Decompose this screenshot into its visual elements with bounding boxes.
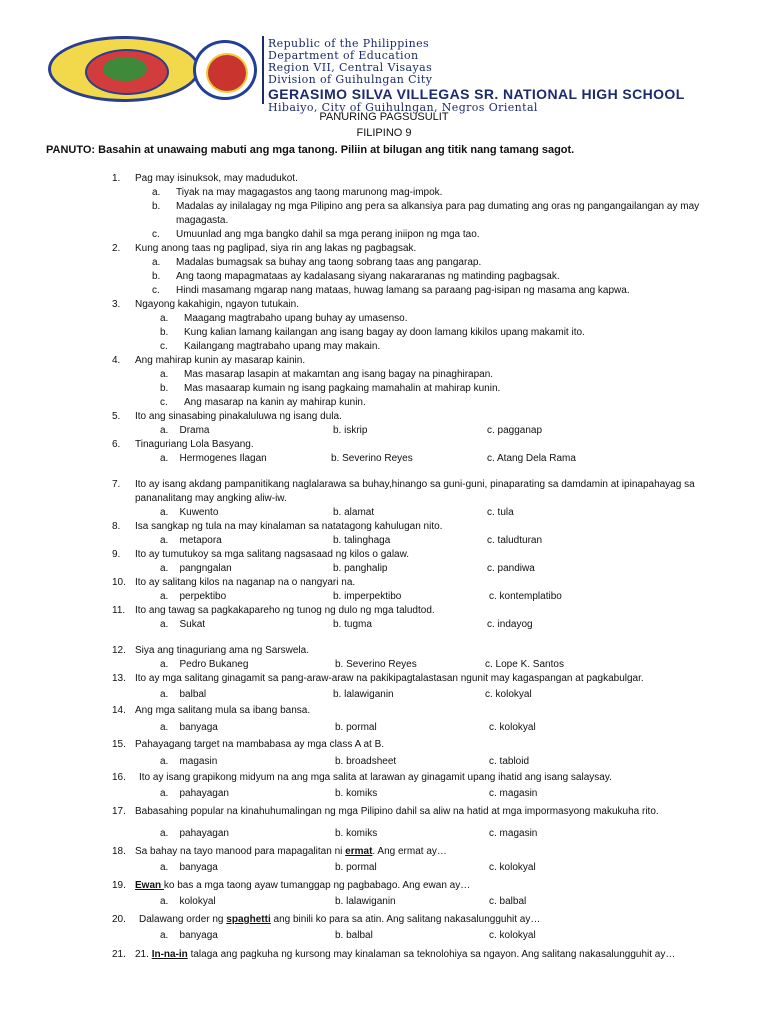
question-item bbox=[0, 478, 735, 506]
option-b[interactable]: b. lalawiganin bbox=[333, 689, 394, 700]
option-b[interactable] bbox=[0, 326, 744, 340]
question-text: Ngayong kakahigin, ngayon tutukain. bbox=[135, 299, 300, 310]
question-text: Dalawang order ng bbox=[139, 914, 227, 925]
option-text: Ang masarap na kanin ay mahirap kunin. bbox=[184, 397, 366, 408]
question-item bbox=[0, 172, 735, 186]
option-a[interactable] bbox=[0, 256, 736, 270]
question-item bbox=[0, 576, 735, 590]
option-letter: a. bbox=[160, 828, 169, 839]
option-letter: a. bbox=[160, 722, 169, 733]
question-number: 6. bbox=[112, 439, 121, 450]
option-c[interactable]: c. magasin bbox=[489, 788, 538, 799]
question-item bbox=[0, 738, 735, 752]
option-b[interactable]: b. lalawiganin bbox=[335, 896, 396, 907]
question-number: 7. bbox=[112, 479, 121, 490]
question-text: Pahayagang target na mambabasa ay mga class A at B. bbox=[135, 739, 385, 750]
option-b[interactable]: b. iskrip bbox=[333, 425, 368, 436]
options-row bbox=[0, 861, 768, 875]
option-c[interactable]: c. pandiwa bbox=[487, 563, 535, 574]
question-number: 10. bbox=[112, 577, 126, 588]
option-c[interactable]: c. tabloid bbox=[489, 756, 530, 767]
question-text: Sa bahay na tayo manood para mapagalitan ni bbox=[135, 846, 346, 857]
option-b[interactable]: b. imperpektibo bbox=[333, 591, 402, 602]
option-c[interactable]: c. kolokyal bbox=[489, 722, 536, 733]
option-letter: a. bbox=[160, 659, 169, 670]
question-number: 8. bbox=[112, 521, 121, 532]
question-item bbox=[0, 438, 735, 452]
option-text: Hindi masamang mgarap nang mataas, huwag lamang sa paraang pag-isipan ng masama ang kapwa. bbox=[176, 285, 630, 296]
option-letter: a. bbox=[160, 930, 169, 941]
option-letter: a. bbox=[160, 591, 169, 602]
option-c[interactable] bbox=[0, 340, 744, 354]
question-text-end: . Ang ermat ay… bbox=[372, 846, 447, 857]
option-a[interactable] bbox=[160, 787, 229, 801]
underlined-word: ermat bbox=[345, 846, 373, 857]
question-number: 5. bbox=[112, 411, 121, 422]
question-item bbox=[0, 410, 735, 424]
options-row bbox=[0, 827, 768, 841]
option-letter: c. bbox=[152, 285, 160, 296]
question-text-end: ang binili ko para sa atin. Ang salitang nakasalungguhit ay… bbox=[270, 914, 541, 925]
option-letter: b. bbox=[152, 201, 161, 212]
option-text: perpektibo bbox=[179, 591, 227, 602]
options-row bbox=[0, 688, 768, 702]
option-c[interactable] bbox=[0, 396, 744, 410]
option-c[interactable]: c. Atang Dela Rama bbox=[487, 453, 576, 464]
question-text: Ito ang sinasabing pinakaluluwa ng isang dula. bbox=[135, 411, 342, 422]
option-text: Kung kalian lamang kailangan ang isang bagay ay doon lamang kikilos upang makamit ito. bbox=[184, 327, 585, 338]
question-text: Tinaguriang Lola Basyang. bbox=[135, 439, 254, 450]
option-text: Pedro Bukaneg bbox=[179, 659, 249, 670]
option-a[interactable] bbox=[160, 755, 217, 769]
option-a[interactable] bbox=[160, 506, 218, 520]
option-text: pahayagan bbox=[179, 828, 229, 839]
deped-seal-logo bbox=[193, 40, 257, 100]
options-row bbox=[0, 721, 768, 735]
option-letter: a. bbox=[160, 453, 169, 464]
option-b[interactable]: b. panghalip bbox=[333, 563, 388, 574]
question-number: 14. bbox=[112, 705, 126, 716]
question-number: 16. bbox=[112, 772, 126, 783]
option-letter: b. bbox=[160, 383, 169, 394]
header-line-3: Region VII, Central Visayas bbox=[268, 61, 433, 74]
header-line-2: Department of Education bbox=[268, 49, 419, 62]
header-text bbox=[268, 38, 738, 114]
option-text: Tiyak na may magagastos ang taong marunong mag-impok. bbox=[176, 187, 443, 198]
option-letter: a. bbox=[160, 425, 169, 436]
options-row bbox=[0, 534, 768, 548]
option-text: Maagang magtrabaho upang buhay ay umasenso. bbox=[184, 313, 408, 324]
option-b[interactable]: b. komiks bbox=[335, 828, 378, 839]
option-b[interactable]: b. pormal bbox=[335, 862, 377, 873]
question-text: 21. bbox=[135, 949, 152, 960]
question-text: Pag may isinuksok, may madudukot. bbox=[135, 173, 298, 184]
option-c[interactable]: c. pagganap bbox=[487, 425, 543, 436]
option-b[interactable]: b. broadsheet bbox=[335, 756, 397, 767]
option-letter: a. bbox=[160, 619, 169, 630]
option-letter: a. bbox=[160, 507, 169, 518]
question-text: Ang mahirap kunin ay masarap kainin. bbox=[135, 355, 306, 366]
option-a[interactable] bbox=[160, 658, 248, 672]
question-text: Ito ang tawag sa pagkakapareho ng tunog ng dulo ng mga taludtod. bbox=[135, 605, 435, 616]
question-item bbox=[0, 771, 759, 785]
underlined-word: spaghetti bbox=[226, 914, 271, 925]
option-b[interactable]: b. tugma bbox=[333, 619, 372, 630]
option-text: pangngalan bbox=[179, 563, 232, 574]
option-text: Kuwento bbox=[179, 507, 219, 518]
option-text: balbal bbox=[179, 689, 207, 700]
option-text: pahayagan bbox=[179, 788, 229, 799]
question-item bbox=[0, 604, 735, 618]
option-a[interactable] bbox=[160, 861, 218, 875]
options-row bbox=[0, 424, 768, 438]
question-number: 20. bbox=[112, 914, 126, 925]
page-subtitle: FILIPINO 9 bbox=[356, 127, 412, 139]
school-name: GERASIMO SILVA VILLEGAS SR. NATIONAL HIGH SCHOOL bbox=[268, 86, 685, 102]
question-item bbox=[0, 913, 739, 927]
question-text: Ito ay mga salitang ginagamit sa pang-araw-araw na pakikipagtalastasan ngunit may kagaspangan at pagkabulgar. bbox=[135, 673, 644, 684]
question-number: 2. bbox=[112, 243, 121, 254]
option-text: metapora bbox=[179, 535, 222, 546]
question-item bbox=[0, 548, 735, 562]
underlined-word: In-na-in bbox=[151, 949, 188, 960]
option-c[interactable] bbox=[0, 228, 736, 242]
question-number: 11. bbox=[112, 605, 126, 616]
option-text: banyaga bbox=[179, 722, 218, 733]
option-a[interactable] bbox=[160, 590, 226, 604]
question-number: 9. bbox=[112, 549, 121, 560]
question-item bbox=[0, 704, 735, 718]
question-number: 13. bbox=[112, 673, 126, 684]
options-row bbox=[0, 590, 768, 604]
question-item bbox=[0, 354, 735, 368]
option-a[interactable] bbox=[160, 618, 205, 632]
options-row bbox=[0, 755, 768, 769]
question-number: 4. bbox=[112, 355, 121, 366]
question-text-end: ko bas a mga taong ayaw tumanggap ng pagbabago. Ang ewan ay… bbox=[163, 880, 471, 891]
question-text: Ang mga salitang mula sa ibang bansa. bbox=[135, 705, 311, 716]
option-a[interactable] bbox=[0, 312, 744, 326]
question-number: 1. bbox=[112, 173, 121, 184]
question-item bbox=[0, 520, 735, 534]
options-row bbox=[0, 929, 768, 943]
option-c[interactable]: c. magasin bbox=[489, 828, 538, 839]
question-text-end: talaga ang pagkuha ng kursong may kinalaman sa teknolohiya sa ngayon. Ang salitang nakasalungguhit ay… bbox=[187, 949, 676, 960]
option-b[interactable] bbox=[0, 270, 736, 284]
question-number: 17. bbox=[112, 806, 126, 817]
question-text: Ito ay tumutukoy sa mga salitang nagsasaad ng kilos o galaw. bbox=[135, 549, 410, 560]
option-c[interactable]: c. balbal bbox=[489, 896, 527, 907]
option-a[interactable] bbox=[160, 929, 218, 943]
question-text: Babasahing popular na kinahuhumalingan ng mga Pilipino dahil sa aliw na hatid at mga impormasyong makukuha rito. bbox=[135, 806, 659, 817]
question-number: 21. bbox=[112, 949, 126, 960]
option-a[interactable] bbox=[160, 827, 229, 841]
question-item bbox=[0, 672, 755, 686]
option-b[interactable]: b. Severino Reyes bbox=[335, 659, 417, 670]
option-letter: a. bbox=[160, 896, 169, 907]
underlined-word: Ewan bbox=[135, 880, 164, 891]
options-row bbox=[0, 562, 768, 576]
option-text: magasin bbox=[179, 756, 218, 767]
option-text: Madalas bumagsak sa buhay ang taong sobrang taas ang pangarap. bbox=[176, 257, 482, 268]
school-header bbox=[48, 30, 728, 114]
option-letter: c. bbox=[152, 229, 160, 240]
option-c[interactable]: c. tula bbox=[487, 507, 514, 518]
question-number: 12. bbox=[112, 645, 126, 656]
question-text: Ito ay isang grapikong midyum na ang mga salita at larawan ay ginagamit upang ihatid ang isang salaysay. bbox=[139, 772, 612, 783]
option-text: Sukat bbox=[179, 619, 206, 630]
question-number: 15. bbox=[112, 739, 126, 750]
option-letter: a. bbox=[160, 788, 169, 799]
option-letter: a. bbox=[160, 689, 169, 700]
question-item bbox=[0, 947, 755, 963]
option-text: banyaga bbox=[179, 930, 218, 941]
option-text: Kailangang magtrabaho upang may makain. bbox=[184, 341, 381, 352]
option-a[interactable] bbox=[160, 895, 216, 909]
school-seal-logo bbox=[48, 36, 200, 102]
question-item bbox=[0, 803, 725, 821]
question-text: Siya ang tinaguriang ama ng Sarswela. bbox=[135, 645, 309, 656]
option-text: banyaga bbox=[179, 862, 218, 873]
question-text: Ito ay salitang kilos na naganap na o nangyari na. bbox=[135, 577, 356, 588]
instructions: PANUTO: Basahin at unawaing mabuti ang mga tanong. Piliin at bilugan ang titik nang tamang sagot. bbox=[46, 144, 575, 156]
option-a[interactable] bbox=[160, 721, 218, 735]
options-row bbox=[0, 658, 768, 672]
option-c[interactable]: c. kolokyal bbox=[489, 862, 536, 873]
question-number: 3. bbox=[112, 299, 121, 310]
options-row bbox=[0, 895, 768, 909]
option-text: Ang taong mapagmataas ay kadalasang siyang nakararanas ng matinding pagbagsak. bbox=[176, 271, 560, 282]
question-item bbox=[0, 298, 735, 312]
school-address: Hibaiyo, City of Guihulngan, Negros Oriental bbox=[268, 101, 538, 114]
question-number: 18. bbox=[112, 846, 126, 857]
option-a[interactable] bbox=[160, 534, 222, 548]
option-text: Umuunlad ang mga bangko dahil sa mga perang iniipon ng mga tao. bbox=[176, 229, 480, 240]
option-b[interactable]: b. talinghaga bbox=[333, 535, 391, 546]
question-item bbox=[0, 242, 735, 256]
page-title: PANURING PAGSUSULIT bbox=[319, 111, 449, 123]
option-c[interactable]: c. kolokyal bbox=[489, 930, 536, 941]
option-text: Madalas ay inilalagay ng mga Pilipino ang pera sa alkansiya para pag dumating ang oras ng pangangailangan ay may magagasta. bbox=[176, 201, 700, 226]
option-text: Drama bbox=[179, 425, 210, 436]
option-b[interactable] bbox=[0, 200, 736, 228]
header-line-4: Division of Guihulngan City bbox=[268, 73, 433, 86]
option-text: kolokyal bbox=[179, 896, 216, 907]
question-item bbox=[0, 644, 735, 658]
option-a[interactable] bbox=[160, 452, 267, 466]
option-a[interactable] bbox=[160, 562, 232, 576]
option-text: Hermogenes Ilagan bbox=[179, 453, 267, 464]
question-text: Isa sangkap ng tula na may kinalaman sa natatagong kahulugan nito. bbox=[135, 521, 443, 532]
option-letter: a. bbox=[160, 313, 169, 324]
option-letter: a. bbox=[160, 369, 169, 380]
question-text: Ito ay isang akdang pampanitikang naglalarawa sa buhay,hinango sa guni-guni, pinaparating sa damdamin at ipinapahayag sa pananalitang may angking aliw-iw. bbox=[135, 479, 695, 504]
question-number: 19. bbox=[112, 880, 126, 891]
header-line-1: Republic of the Philippines bbox=[268, 37, 430, 50]
option-letter: a. bbox=[160, 862, 169, 873]
question-item bbox=[0, 879, 735, 893]
option-letter: a. bbox=[152, 257, 161, 268]
option-c[interactable]: c. kontemplatibo bbox=[489, 591, 562, 602]
options-row bbox=[0, 452, 768, 466]
option-letter: a. bbox=[160, 535, 169, 546]
option-letter: b. bbox=[152, 271, 161, 282]
option-b[interactable]: b. komiks bbox=[335, 788, 378, 799]
option-b[interactable]: b. pormal bbox=[335, 722, 377, 733]
option-b[interactable]: b. alamat bbox=[333, 507, 375, 518]
option-c[interactable] bbox=[0, 284, 736, 298]
option-b[interactable] bbox=[0, 382, 744, 396]
option-letter: c. bbox=[160, 341, 168, 352]
option-a[interactable] bbox=[160, 688, 206, 702]
option-c[interactable]: c. Lope K. Santos bbox=[485, 659, 564, 670]
option-letter: a. bbox=[152, 187, 161, 198]
option-c[interactable]: c. taludturan bbox=[487, 535, 543, 546]
option-letter: b. bbox=[160, 327, 169, 338]
option-a[interactable] bbox=[0, 368, 744, 382]
option-b[interactable]: b. balbal bbox=[335, 930, 373, 941]
option-c[interactable]: c. kolokyal bbox=[485, 689, 532, 700]
option-letter: c. bbox=[160, 397, 168, 408]
option-b[interactable]: b. Severino Reyes bbox=[331, 453, 413, 464]
options-row bbox=[0, 618, 768, 632]
option-c[interactable]: c. indayog bbox=[487, 619, 533, 630]
question-item bbox=[0, 845, 735, 859]
option-text: Mas masarap lasapin at makamtan ang isang bagay na pinaghirapan. bbox=[184, 369, 494, 380]
options-row bbox=[0, 787, 768, 801]
option-a[interactable] bbox=[160, 424, 209, 438]
header-divider bbox=[262, 36, 264, 104]
option-text: Mas masaarap kumain ng isang pagkaing mamahalin at mahirap kunin. bbox=[184, 383, 501, 394]
option-letter: a. bbox=[160, 563, 169, 574]
option-a[interactable] bbox=[0, 186, 736, 200]
question-text: Kung anong taas ng paglipad, siya rin ang lakas ng pagbagsak. bbox=[135, 243, 417, 254]
option-letter: a. bbox=[160, 756, 169, 767]
options-row bbox=[0, 506, 768, 520]
question-list bbox=[0, 172, 768, 963]
